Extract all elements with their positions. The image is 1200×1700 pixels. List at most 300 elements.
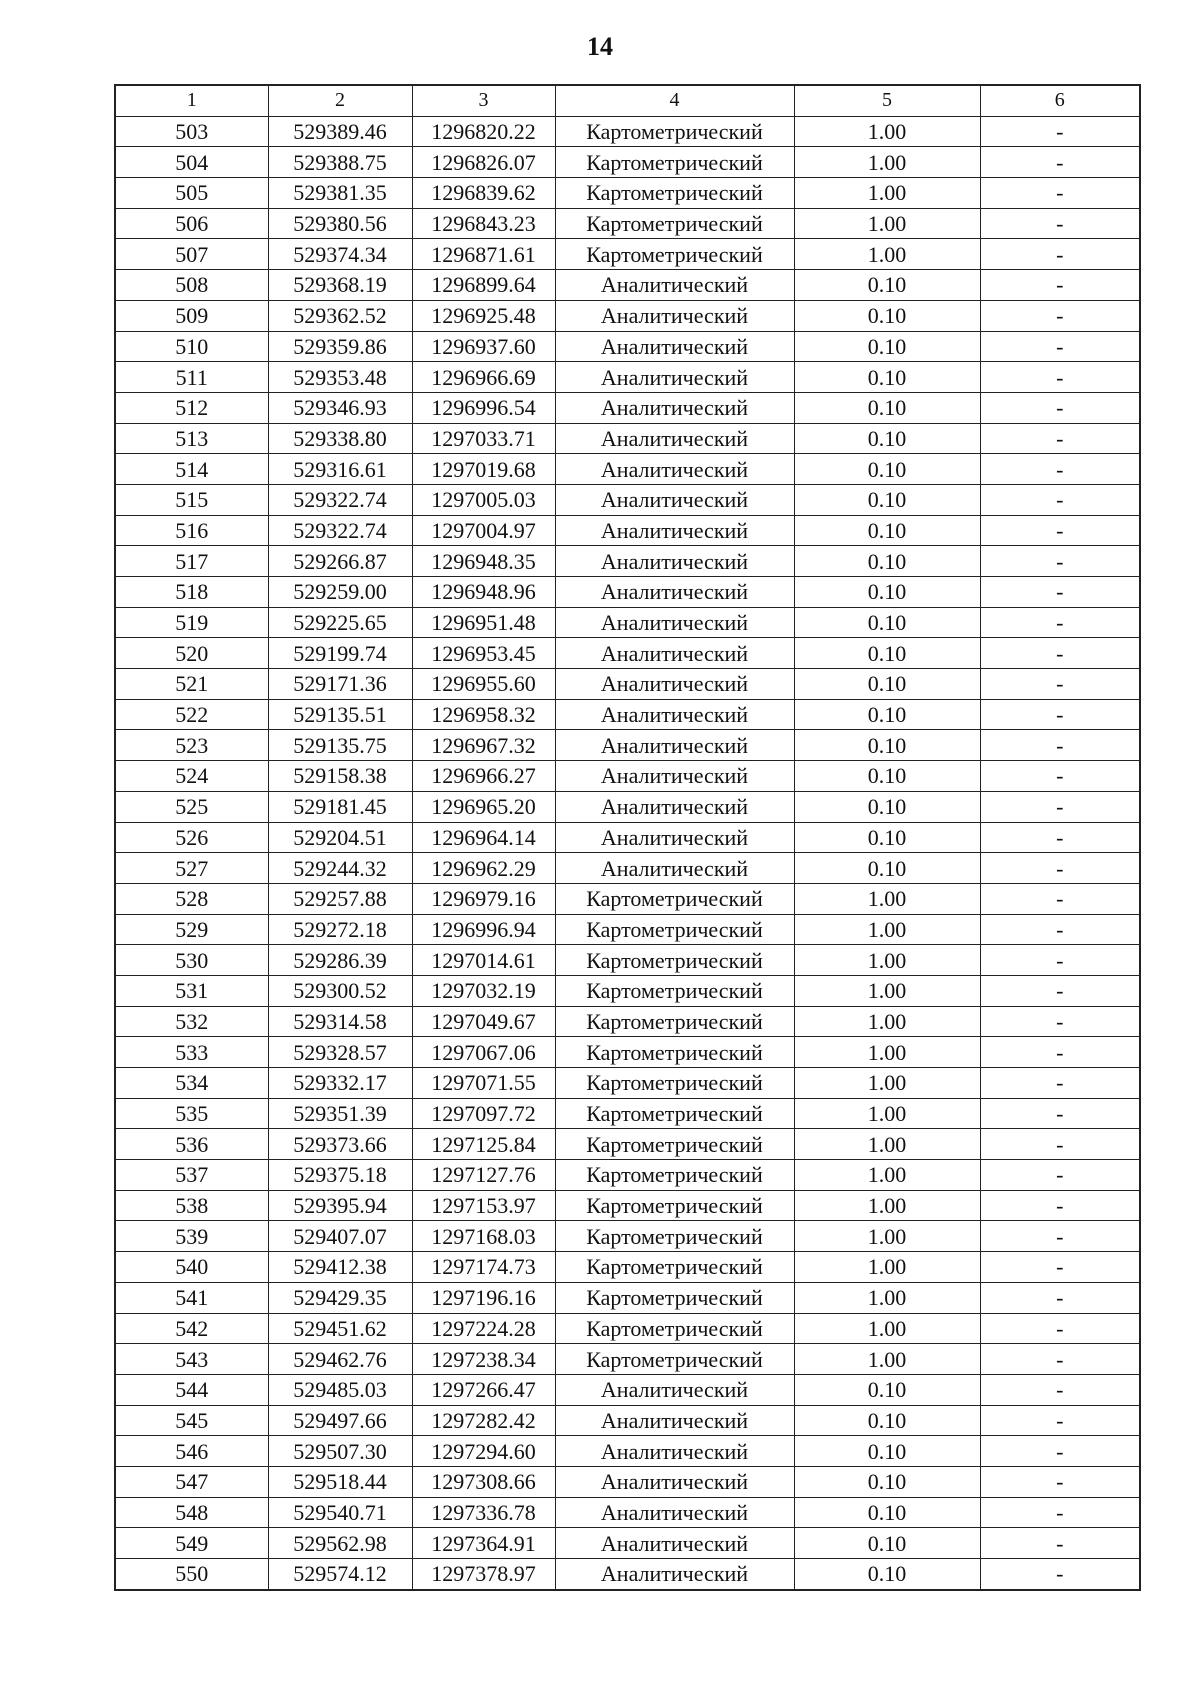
table-row (115, 1037, 1140, 1068)
accuracy-cell: 0.10 (794, 1559, 980, 1590)
point-number-cell: 519 (115, 607, 268, 638)
accuracy-cell: 1.00 (794, 1098, 980, 1129)
point-number-cell: 513 (115, 423, 268, 454)
accuracy-cell: 0.10 (794, 270, 980, 301)
table-row (115, 147, 1140, 178)
x-coordinate-cell: 529257.88 (268, 883, 412, 914)
y-coordinate-cell: 1296958.32 (412, 699, 555, 730)
accuracy-cell: 1.00 (794, 208, 980, 239)
method-cell: Картометрический (555, 1344, 794, 1375)
description-cell: - (980, 239, 1140, 270)
method-cell: Аналитический (555, 791, 794, 822)
method-cell: Картометрический (555, 239, 794, 270)
description-cell: - (980, 331, 1140, 362)
accuracy-cell: 0.10 (794, 699, 980, 730)
y-coordinate-cell: 1297153.97 (412, 1190, 555, 1221)
page-number: 14 (587, 32, 613, 61)
description-cell: - (980, 392, 1140, 423)
x-coordinate-cell: 529272.18 (268, 914, 412, 945)
description-cell: - (980, 761, 1140, 792)
point-number-cell: 505 (115, 178, 268, 209)
x-coordinate-cell: 529373.66 (268, 1129, 412, 1160)
accuracy-cell: 1.00 (794, 1129, 980, 1160)
accuracy-cell: 1.00 (794, 1068, 980, 1099)
y-coordinate-cell: 1297033.71 (412, 423, 555, 454)
description-cell: - (980, 699, 1140, 730)
description-cell: - (980, 669, 1140, 700)
table-row (115, 730, 1140, 761)
description-cell: - (980, 546, 1140, 577)
table-row (115, 1436, 1140, 1467)
table-row (115, 546, 1140, 577)
point-number-cell: 508 (115, 270, 268, 301)
accuracy-cell: 1.00 (794, 1160, 980, 1191)
description-cell: - (980, 1006, 1140, 1037)
method-cell: Аналитический (555, 669, 794, 700)
method-cell: Аналитический (555, 1559, 794, 1590)
x-coordinate-cell: 529518.44 (268, 1466, 412, 1497)
accuracy-cell: 0.10 (794, 607, 980, 638)
x-coordinate-cell: 529462.76 (268, 1344, 412, 1375)
table-row (115, 484, 1140, 515)
x-coordinate-cell: 529380.56 (268, 208, 412, 239)
point-number-cell: 529 (115, 914, 268, 945)
table-row (115, 1497, 1140, 1528)
x-coordinate-cell: 529389.46 (268, 116, 412, 147)
y-coordinate-cell: 1297127.76 (412, 1160, 555, 1191)
y-coordinate-cell: 1297196.16 (412, 1282, 555, 1313)
accuracy-cell: 0.10 (794, 1436, 980, 1467)
accuracy-cell: 1.00 (794, 1221, 980, 1252)
description-cell: - (980, 853, 1140, 884)
method-cell: Аналитический (555, 607, 794, 638)
method-cell: Картометрический (555, 1006, 794, 1037)
x-coordinate-cell: 529429.35 (268, 1282, 412, 1313)
y-coordinate-cell: 1296899.64 (412, 270, 555, 301)
y-coordinate-cell: 1297125.84 (412, 1129, 555, 1160)
accuracy-cell: 0.10 (794, 791, 980, 822)
accuracy-cell: 0.10 (794, 331, 980, 362)
x-coordinate-cell: 529346.93 (268, 392, 412, 423)
point-number-cell: 525 (115, 791, 268, 822)
method-cell: Картометрический (555, 1129, 794, 1160)
table-row (115, 1528, 1140, 1559)
table-row (115, 239, 1140, 270)
y-coordinate-cell: 1297168.03 (412, 1221, 555, 1252)
x-coordinate-cell: 529359.86 (268, 331, 412, 362)
method-cell: Аналитический (555, 362, 794, 393)
description-cell: - (980, 791, 1140, 822)
table-row (115, 454, 1140, 485)
x-coordinate-cell: 529225.65 (268, 607, 412, 638)
description-cell: - (980, 1313, 1140, 1344)
description-cell: - (980, 1497, 1140, 1528)
point-number-cell: 523 (115, 730, 268, 761)
method-cell: Картометрический (555, 1037, 794, 1068)
column-header-3: 3 (412, 85, 555, 116)
description-cell: - (980, 883, 1140, 914)
column-header-2: 2 (268, 85, 412, 116)
table-body (115, 116, 1140, 1590)
accuracy-cell: 0.10 (794, 362, 980, 393)
table-row (115, 1252, 1140, 1283)
accuracy-cell: 1.00 (794, 147, 980, 178)
description-cell: - (980, 147, 1140, 178)
method-cell: Картометрический (555, 914, 794, 945)
method-cell: Картометрический (555, 1068, 794, 1099)
table-row (115, 699, 1140, 730)
y-coordinate-cell: 1297004.97 (412, 515, 555, 546)
method-cell: Аналитический (555, 1497, 794, 1528)
point-number-cell: 532 (115, 1006, 268, 1037)
method-cell: Аналитический (555, 730, 794, 761)
y-coordinate-cell: 1297067.06 (412, 1037, 555, 1068)
table-row (115, 331, 1140, 362)
description-cell: - (980, 515, 1140, 546)
x-coordinate-cell: 529181.45 (268, 791, 412, 822)
point-number-cell: 520 (115, 638, 268, 669)
x-coordinate-cell: 529199.74 (268, 638, 412, 669)
column-header-1: 1 (115, 85, 268, 116)
point-number-cell: 545 (115, 1405, 268, 1436)
y-coordinate-cell: 1296965.20 (412, 791, 555, 822)
point-number-cell: 536 (115, 1129, 268, 1160)
table-row (115, 1559, 1140, 1590)
description-cell: - (980, 975, 1140, 1006)
description-cell: - (980, 1190, 1140, 1221)
method-cell: Картометрический (555, 116, 794, 147)
method-cell: Аналитический (555, 638, 794, 669)
y-coordinate-cell: 1296948.96 (412, 577, 555, 608)
table-row (115, 116, 1140, 147)
point-number-cell: 506 (115, 208, 268, 239)
column-header-5: 5 (794, 85, 980, 116)
y-coordinate-cell: 1296925.48 (412, 300, 555, 331)
x-coordinate-cell: 529135.51 (268, 699, 412, 730)
table-row (115, 945, 1140, 976)
table-row (115, 822, 1140, 853)
table-row (115, 853, 1140, 884)
coordinates-table (114, 84, 1141, 1591)
accuracy-cell: 0.10 (794, 853, 980, 884)
method-cell: Аналитический (555, 270, 794, 301)
accuracy-cell: 0.10 (794, 1466, 980, 1497)
accuracy-cell: 1.00 (794, 975, 980, 1006)
accuracy-cell: 0.10 (794, 638, 980, 669)
point-number-cell: 516 (115, 515, 268, 546)
table-row (115, 883, 1140, 914)
method-cell: Картометрический (555, 208, 794, 239)
x-coordinate-cell: 529395.94 (268, 1190, 412, 1221)
description-cell: - (980, 607, 1140, 638)
y-coordinate-cell: 1297224.28 (412, 1313, 555, 1344)
x-coordinate-cell: 529351.39 (268, 1098, 412, 1129)
point-number-cell: 542 (115, 1313, 268, 1344)
description-cell: - (980, 577, 1140, 608)
y-coordinate-cell: 1297019.68 (412, 454, 555, 485)
method-cell: Аналитический (555, 699, 794, 730)
accuracy-cell: 1.00 (794, 239, 980, 270)
point-number-cell: 530 (115, 945, 268, 976)
description-cell: - (980, 1129, 1140, 1160)
method-cell: Картометрический (555, 178, 794, 209)
method-cell: Аналитический (555, 331, 794, 362)
point-number-cell: 503 (115, 116, 268, 147)
point-number-cell: 541 (115, 1282, 268, 1313)
point-number-cell: 537 (115, 1160, 268, 1191)
accuracy-cell: 0.10 (794, 669, 980, 700)
method-cell: Картометрический (555, 1221, 794, 1252)
y-coordinate-cell: 1296996.94 (412, 914, 555, 945)
table-row (115, 638, 1140, 669)
description-cell: - (980, 362, 1140, 393)
x-coordinate-cell: 529540.71 (268, 1497, 412, 1528)
point-number-cell: 535 (115, 1098, 268, 1129)
description-cell: - (980, 1344, 1140, 1375)
table-row (115, 1466, 1140, 1497)
x-coordinate-cell: 529135.75 (268, 730, 412, 761)
x-coordinate-cell: 529381.35 (268, 178, 412, 209)
point-number-cell: 546 (115, 1436, 268, 1467)
point-number-cell: 539 (115, 1221, 268, 1252)
x-coordinate-cell: 529314.58 (268, 1006, 412, 1037)
x-coordinate-cell: 529412.38 (268, 1252, 412, 1283)
table-row (115, 669, 1140, 700)
point-number-cell: 509 (115, 300, 268, 331)
x-coordinate-cell: 529244.32 (268, 853, 412, 884)
accuracy-cell: 0.10 (794, 761, 980, 792)
accuracy-cell: 1.00 (794, 178, 980, 209)
y-coordinate-cell: 1296967.32 (412, 730, 555, 761)
accuracy-cell: 1.00 (794, 1037, 980, 1068)
table-row (115, 208, 1140, 239)
table-row (115, 577, 1140, 608)
description-cell: - (980, 914, 1140, 945)
y-coordinate-cell: 1297266.47 (412, 1374, 555, 1405)
description-cell: - (980, 1559, 1140, 1590)
y-coordinate-cell: 1296937.60 (412, 331, 555, 362)
x-coordinate-cell: 529507.30 (268, 1436, 412, 1467)
method-cell: Аналитический (555, 454, 794, 485)
y-coordinate-cell: 1296843.23 (412, 208, 555, 239)
method-cell: Аналитический (555, 515, 794, 546)
point-number-cell: 549 (115, 1528, 268, 1559)
x-coordinate-cell: 529204.51 (268, 822, 412, 853)
table-row (115, 300, 1140, 331)
y-coordinate-cell: 1296953.45 (412, 638, 555, 669)
point-number-cell: 514 (115, 454, 268, 485)
method-cell: Картометрический (555, 1313, 794, 1344)
method-cell: Картометрический (555, 1160, 794, 1191)
y-coordinate-cell: 1296839.62 (412, 178, 555, 209)
point-number-cell: 510 (115, 331, 268, 362)
x-coordinate-cell: 529286.39 (268, 945, 412, 976)
accuracy-cell: 1.00 (794, 945, 980, 976)
x-coordinate-cell: 529485.03 (268, 1374, 412, 1405)
table-row (115, 1129, 1140, 1160)
accuracy-cell: 1.00 (794, 883, 980, 914)
method-cell: Аналитический (555, 300, 794, 331)
y-coordinate-cell: 1296966.27 (412, 761, 555, 792)
accuracy-cell: 0.10 (794, 1374, 980, 1405)
accuracy-cell: 1.00 (794, 914, 980, 945)
table-row (115, 1282, 1140, 1313)
y-coordinate-cell: 1296996.54 (412, 392, 555, 423)
x-coordinate-cell: 529332.17 (268, 1068, 412, 1099)
accuracy-cell: 1.00 (794, 1006, 980, 1037)
table-row (115, 1313, 1140, 1344)
y-coordinate-cell: 1297336.78 (412, 1497, 555, 1528)
x-coordinate-cell: 529266.87 (268, 546, 412, 577)
accuracy-cell: 1.00 (794, 1344, 980, 1375)
table-row (115, 270, 1140, 301)
accuracy-cell: 0.10 (794, 546, 980, 577)
method-cell: Картометрический (555, 975, 794, 1006)
table-row (115, 761, 1140, 792)
y-coordinate-cell: 1296820.22 (412, 116, 555, 147)
description-cell: - (980, 208, 1140, 239)
point-number-cell: 526 (115, 822, 268, 853)
method-cell: Картометрический (555, 1282, 794, 1313)
table-row (115, 515, 1140, 546)
point-number-cell: 524 (115, 761, 268, 792)
description-cell: - (980, 1037, 1140, 1068)
point-number-cell: 534 (115, 1068, 268, 1099)
x-coordinate-cell: 529451.62 (268, 1313, 412, 1344)
x-coordinate-cell: 529388.75 (268, 147, 412, 178)
accuracy-cell: 1.00 (794, 1313, 980, 1344)
accuracy-cell: 0.10 (794, 300, 980, 331)
description-cell: - (980, 1466, 1140, 1497)
x-coordinate-cell: 529407.07 (268, 1221, 412, 1252)
x-coordinate-cell: 529322.74 (268, 484, 412, 515)
table-row (115, 392, 1140, 423)
table-row (115, 423, 1140, 454)
description-cell: - (980, 1068, 1140, 1099)
description-cell: - (980, 1252, 1140, 1283)
table-row (115, 1405, 1140, 1436)
description-cell: - (980, 178, 1140, 209)
table-row (115, 607, 1140, 638)
table-header-row (115, 85, 1140, 116)
method-cell: Аналитический (555, 761, 794, 792)
accuracy-cell: 1.00 (794, 1282, 980, 1313)
y-coordinate-cell: 1296979.16 (412, 883, 555, 914)
point-number-cell: 522 (115, 699, 268, 730)
description-cell: - (980, 423, 1140, 454)
accuracy-cell: 0.10 (794, 822, 980, 853)
table-row (115, 178, 1140, 209)
y-coordinate-cell: 1297005.03 (412, 484, 555, 515)
table-row (115, 1006, 1140, 1037)
method-cell: Картометрический (555, 945, 794, 976)
method-cell: Картометрический (555, 1190, 794, 1221)
accuracy-cell: 0.10 (794, 423, 980, 454)
method-cell: Картометрический (555, 883, 794, 914)
x-coordinate-cell: 529497.66 (268, 1405, 412, 1436)
description-cell: - (980, 1374, 1140, 1405)
table-row (115, 975, 1140, 1006)
point-number-cell: 548 (115, 1497, 268, 1528)
y-coordinate-cell: 1297014.61 (412, 945, 555, 976)
method-cell: Аналитический (555, 392, 794, 423)
point-number-cell: 515 (115, 484, 268, 515)
y-coordinate-cell: 1297071.55 (412, 1068, 555, 1099)
y-coordinate-cell: 1297294.60 (412, 1436, 555, 1467)
table-row (115, 1221, 1140, 1252)
x-coordinate-cell: 529374.34 (268, 239, 412, 270)
x-coordinate-cell: 529562.98 (268, 1528, 412, 1559)
description-cell: - (980, 116, 1140, 147)
x-coordinate-cell: 529375.18 (268, 1160, 412, 1191)
y-coordinate-cell: 1297032.19 (412, 975, 555, 1006)
y-coordinate-cell: 1297308.66 (412, 1466, 555, 1497)
y-coordinate-cell: 1296966.69 (412, 362, 555, 393)
x-coordinate-cell: 529368.19 (268, 270, 412, 301)
point-number-cell: 528 (115, 883, 268, 914)
point-number-cell: 540 (115, 1252, 268, 1283)
y-coordinate-cell: 1296826.07 (412, 147, 555, 178)
y-coordinate-cell: 1297378.97 (412, 1559, 555, 1590)
description-cell: - (980, 1528, 1140, 1559)
table-row (115, 1098, 1140, 1129)
method-cell: Аналитический (555, 1528, 794, 1559)
table-row (115, 791, 1140, 822)
point-number-cell: 538 (115, 1190, 268, 1221)
accuracy-cell: 0.10 (794, 515, 980, 546)
point-number-cell: 543 (115, 1344, 268, 1375)
point-number-cell: 517 (115, 546, 268, 577)
x-coordinate-cell: 529300.52 (268, 975, 412, 1006)
method-cell: Картометрический (555, 1252, 794, 1283)
y-coordinate-cell: 1296948.35 (412, 546, 555, 577)
method-cell: Аналитический (555, 1466, 794, 1497)
column-header-4: 4 (555, 85, 794, 116)
point-number-cell: 550 (115, 1559, 268, 1590)
point-number-cell: 507 (115, 239, 268, 270)
method-cell: Аналитический (555, 423, 794, 454)
y-coordinate-cell: 1297364.91 (412, 1528, 555, 1559)
column-header-6: 6 (980, 85, 1140, 116)
description-cell: - (980, 945, 1140, 976)
table-row (115, 362, 1140, 393)
method-cell: Аналитический (555, 822, 794, 853)
y-coordinate-cell: 1296955.60 (412, 669, 555, 700)
description-cell: - (980, 638, 1140, 669)
table-row (115, 1160, 1140, 1191)
x-coordinate-cell: 529328.57 (268, 1037, 412, 1068)
x-coordinate-cell: 529362.52 (268, 300, 412, 331)
table-row (115, 1068, 1140, 1099)
x-coordinate-cell: 529322.74 (268, 515, 412, 546)
x-coordinate-cell: 529316.61 (268, 454, 412, 485)
accuracy-cell: 0.10 (794, 1528, 980, 1559)
method-cell: Аналитический (555, 484, 794, 515)
accuracy-cell: 0.10 (794, 392, 980, 423)
table-row (115, 1344, 1140, 1375)
table-row (115, 1374, 1140, 1405)
x-coordinate-cell: 529338.80 (268, 423, 412, 454)
accuracy-cell: 0.10 (794, 730, 980, 761)
point-number-cell: 521 (115, 669, 268, 700)
x-coordinate-cell: 529353.48 (268, 362, 412, 393)
point-number-cell: 511 (115, 362, 268, 393)
description-cell: - (980, 1405, 1140, 1436)
point-number-cell: 544 (115, 1374, 268, 1405)
table-row (115, 914, 1140, 945)
point-number-cell: 512 (115, 392, 268, 423)
y-coordinate-cell: 1296964.14 (412, 822, 555, 853)
